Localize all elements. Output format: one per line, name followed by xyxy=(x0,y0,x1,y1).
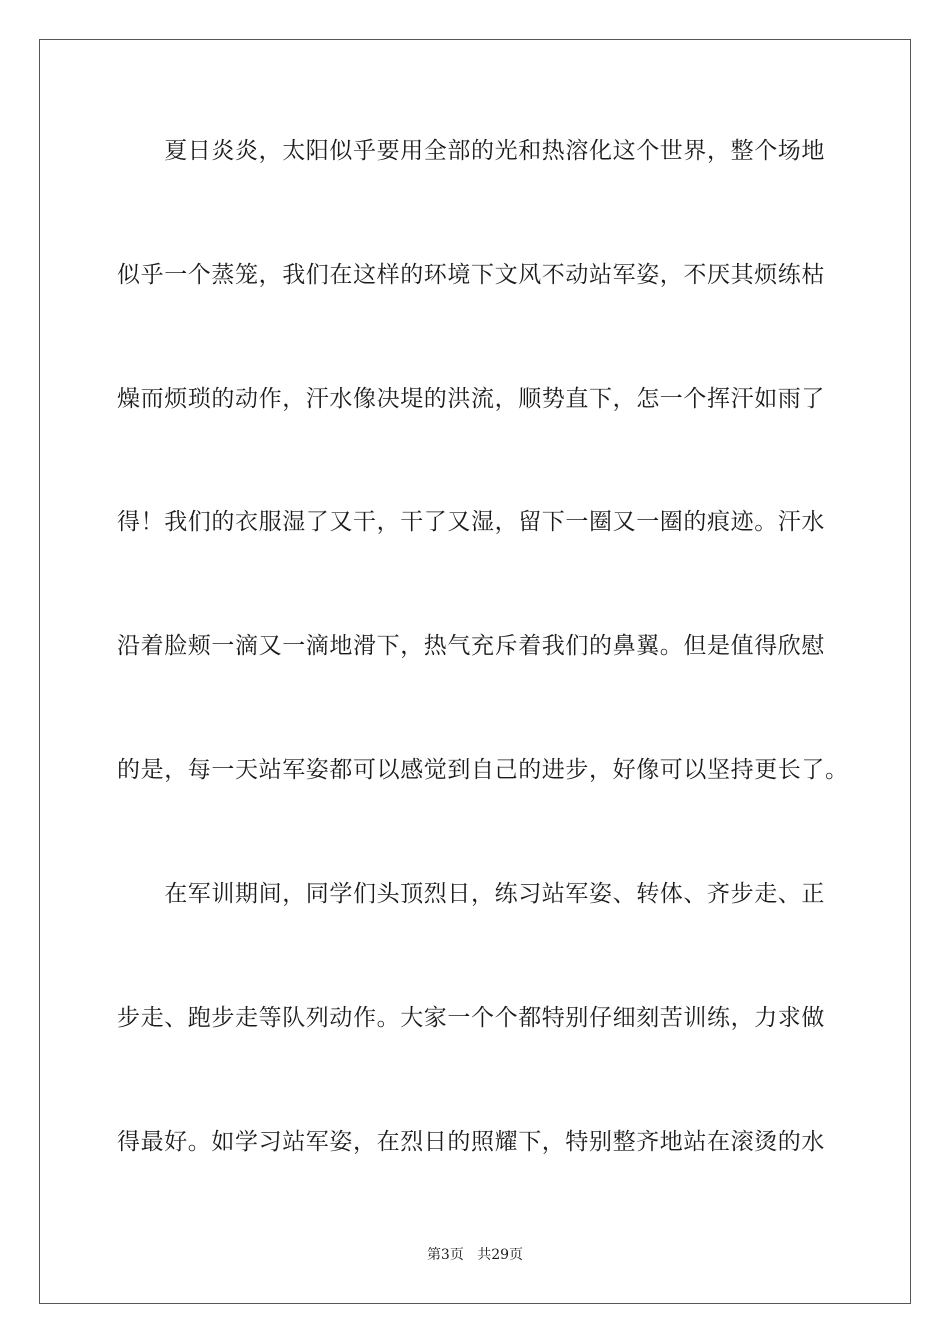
text-line-3: 燥而烦琐的动作，汗水像决堤的洪流，顺势直下，怎一个挥汗如雨了 xyxy=(117,386,825,412)
text-line-8: 步走、跑步走等队列动作。大家一个个都特别仔细刻苦训练，力求做 xyxy=(117,1005,825,1031)
text-line-4: 得！我们的衣服湿了又干，干了又湿，留下一圈又一圈的痕迹。汗水 xyxy=(117,509,825,535)
text-line-7: 在军训期间，同学们头顶烈日，练习站军姿、转体、齐步走、正 xyxy=(117,881,825,907)
text-line-5: 沿着脸颊一滴又一滴地滑下，热气充斥着我们的鼻翼。但是值得欣慰 xyxy=(117,633,825,659)
page-border xyxy=(39,39,911,1304)
text-line-6: 的是，每一天站军姿都可以感觉到自己的进步，好像可以坚持更长了。 xyxy=(117,757,849,783)
text-line-2: 似乎一个蒸笼，我们在这样的环境下文风不动站军姿，不厌其烦练枯 xyxy=(117,262,825,288)
text-line-1: 夏日炎炎，太阳似乎要用全部的光和热溶化这个世界，整个场地 xyxy=(117,138,825,164)
text-line-9: 得最好。如学习站军姿，在烈日的照耀下，特别整齐地站在滚烫的水 xyxy=(117,1129,825,1155)
page-number: 第3页 xyxy=(426,1247,464,1263)
page-footer xyxy=(0,1245,950,1265)
page-total: 共29页 xyxy=(477,1247,524,1263)
